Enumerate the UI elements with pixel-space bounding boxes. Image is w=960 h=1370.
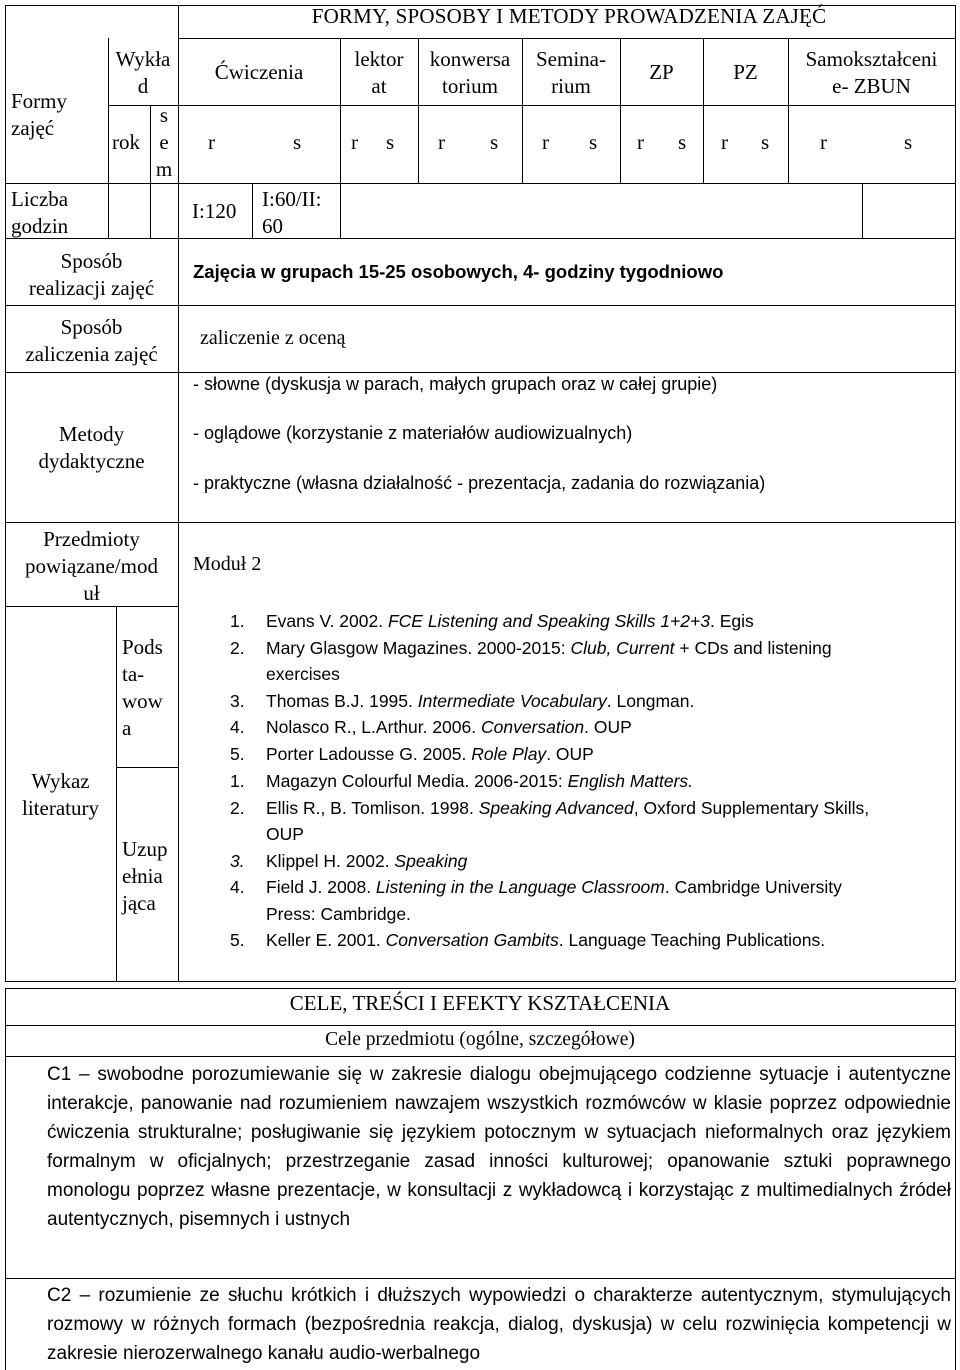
self-study-line2: e- ZBUN <box>832 74 911 98</box>
item-title: Speaking <box>394 850 468 871</box>
item-title: Club, Current <box>570 637 675 658</box>
item-title: FCE Listening and Speaking Skills 1+2+3 <box>387 611 710 631</box>
methods-label-line2: dydaktyczne <box>38 449 145 473</box>
semester-m: m <box>155 157 173 181</box>
supplementary-label-part: Uzup <box>122 837 168 861</box>
literature-item <box>230 741 832 768</box>
item-title: Intermediate Vocabulary <box>417 690 607 711</box>
literature-item <box>230 768 869 795</box>
item-text: Magazyn Colourful Media. 2006-2015: <box>266 771 568 791</box>
forms-bottom-line <box>5 183 955 184</box>
lecture-header <box>108 46 178 100</box>
item-text: Mary Glasgow Magazines. 2000-2015: <box>266 637 571 658</box>
methods-label <box>5 421 178 475</box>
pz-header: PZ <box>733 60 758 84</box>
literature-item <box>230 661 832 688</box>
lectorate-line1: lektor <box>354 47 404 71</box>
lit-sub-col-line <box>116 606 117 981</box>
item-text: . Egis <box>709 611 754 631</box>
related-label-line3: uł <box>83 581 100 605</box>
zp-header: ZP <box>649 60 674 84</box>
method-item: - słowne (dyskusja w parach, małych grupach oraz w całej grupie) <box>193 374 718 394</box>
item-text: Press: Cambridge. <box>266 903 411 924</box>
item-title: Role Play <box>471 743 547 764</box>
item-text: . OUP <box>584 717 632 737</box>
realization-label-line2: realizacji zajęć <box>28 276 155 300</box>
realization-value: Zajęcia w grupach 15-25 osobowych, 4- godziny tygodniowo <box>193 261 724 282</box>
seminar-line2: rium <box>551 74 591 98</box>
assessment-label-line2: zaliczenia zajęć <box>25 342 158 366</box>
hours-label <box>11 186 68 240</box>
item-number: 3. <box>230 690 245 711</box>
rs-label: r <box>542 130 549 154</box>
rs-label: r <box>721 130 728 154</box>
hours-line-3 <box>862 183 863 238</box>
realization-bottom-line <box>5 305 955 306</box>
header-bottom-line <box>178 38 955 39</box>
assessment-label-line1: Sposób <box>60 315 123 339</box>
methods-bottom-line <box>5 522 955 523</box>
assessment-value: zaliczenie z oceną <box>200 327 346 349</box>
item-text: Porter Ladousse G. 2005. <box>266 743 472 764</box>
hours-label-line2: godzin <box>11 214 69 238</box>
basic-literature-list <box>230 608 832 767</box>
self-study-header <box>788 46 955 100</box>
item-text: exercises <box>266 664 340 684</box>
related-label-line2: powiązane/mod <box>25 554 158 578</box>
c1-bottom-line <box>5 1278 955 1279</box>
frame-left-line <box>5 5 6 981</box>
goals-top-line <box>5 988 955 989</box>
rs-label: s <box>293 130 302 154</box>
rs-label: r <box>438 130 445 154</box>
frame-right-line <box>955 5 956 981</box>
forms-label-line2: zajęć <box>11 116 55 140</box>
literature-item <box>230 874 869 901</box>
exercises-hours-s <box>262 186 321 240</box>
item-text: Ellis R., B. Tomlison. 1998. <box>266 797 479 818</box>
basic-label-part: Pods <box>122 635 163 659</box>
hours-line-1 <box>252 183 253 238</box>
seminar-header <box>522 46 620 100</box>
page-title: FORMY, SPOSOBY I METODY PROWADZENIA ZAJĘĆ <box>311 4 827 28</box>
item-title: Listening in the Language Classroom <box>375 877 665 897</box>
literature-item <box>230 927 869 954</box>
basic-literature-label <box>122 634 163 742</box>
item-title: English Matters. <box>567 771 694 791</box>
supplementary-label-part: jąca <box>122 891 156 915</box>
rs-label: r <box>820 130 827 154</box>
conversatorium-line2: torium <box>442 74 498 98</box>
semester-s: s <box>159 103 169 127</box>
item-text: Field J. 2008. <box>266 877 376 897</box>
basic-label-part: wow <box>122 689 163 713</box>
item-text: , Oxford Supplementary Skills, <box>633 797 870 818</box>
supplementary-literature-list <box>230 768 869 954</box>
method-item: - praktyczne (własna działalność - prezentacja, zadania do rozwiązania) <box>193 473 766 493</box>
literature-item <box>230 821 869 848</box>
item-number: 2. <box>230 797 245 818</box>
rs-label: s <box>490 130 499 154</box>
supplementary-literature-label <box>122 836 168 917</box>
item-text: Nolasco R., L.Arthur. 2006. <box>266 717 481 737</box>
goals-title-bottom-line <box>5 1025 955 1026</box>
rs-label: r <box>637 130 644 154</box>
item-text: . OUP <box>546 743 594 764</box>
goal-c1: C1 – swobodne porozumiewanie się w zakresie dialogu obejmującego codzienne sytuacje i autentyczne interakcje, panowanie nad rozumieniem nawzajem wszystkich rozmówców w klasie poprzez odpowiednie ćwiczenia strukturalne; posługiwanie się językiem potocznym w sytuacjach nieformalnych oraz językiem formalnym w oficjalnych; przestrzeganie zasad inności kulturowej; opanowanie sztuki poprawnego monologu poprzez własne prezentacje, w konsultacji z wykładowcą i korzystając z multimedialnych źródeł autentycznych, pisemnych i ustnych <box>47 1064 951 1230</box>
literature-label <box>5 768 116 822</box>
literature-item <box>230 901 869 928</box>
rs-label: s <box>904 130 913 154</box>
literature-label-line1: Wykaz <box>31 769 90 793</box>
literature-item <box>230 848 869 875</box>
supplementary-label-part: ełnia <box>122 864 163 888</box>
related-label-line1: Przedmioty <box>43 527 140 551</box>
goals-subtitle: Cele przedmiotu (ogólne, szczegółowe) <box>325 1029 635 1050</box>
lecture-line2: d <box>137 74 149 98</box>
goals-section-title: CELE, TREŚCI I EFEKTY KSZTAŁCENIA <box>289 991 671 1015</box>
item-number: 1. <box>230 771 245 791</box>
item-number: 4. <box>230 717 245 737</box>
item-number: 1. <box>230 611 245 631</box>
item-title: Speaking Advanced <box>478 797 634 818</box>
exercises-header: Ćwiczenia <box>214 60 304 84</box>
item-text: . Cambridge University <box>664 877 842 897</box>
seminar-line1: Semina- <box>536 47 606 71</box>
item-title: Conversation <box>480 717 585 737</box>
exercises-hours-r: I:120 <box>192 199 237 223</box>
item-text: OUP <box>266 824 304 844</box>
lecture-line1: Wykła <box>115 47 171 71</box>
literature-item <box>230 635 832 662</box>
conversatorium-header <box>418 46 522 100</box>
item-text: Evans V. 2002. <box>266 611 388 631</box>
assessment-bottom-line <box>5 372 955 373</box>
item-number: 4. <box>230 877 245 897</box>
basic-label-part: a <box>122 716 132 740</box>
rs-label: s <box>678 130 687 154</box>
rs-label: s <box>589 130 598 154</box>
item-text: Klippel H. 2002. <box>266 850 395 871</box>
goal-c2: C2 – rozumienie ze słuchu krótkich i dłuższych wypowiedzi o charakterze autentycznym, stymulujących rozmowy w różnych formach (bezpośrednia reakcja, dialog, dyskusja) w celu rozwinięcia kompetencji w zakresie nierozerwalnego kanału audio-werbalnego <box>47 1285 951 1364</box>
hours-line-2 <box>340 183 341 238</box>
literature-item <box>230 795 869 822</box>
hours-bottom-line <box>5 238 955 239</box>
rs-label: r <box>351 130 358 154</box>
realization-label <box>5 248 178 302</box>
lectorate-header <box>340 46 418 100</box>
item-number: 3. <box>230 850 245 871</box>
realization-label-line1: Sposób <box>60 249 123 273</box>
literature-item <box>230 688 832 715</box>
goals-subtitle-bottom-line <box>5 1056 955 1057</box>
literature-label-line2: literatury <box>22 796 99 820</box>
rs-label: s <box>761 130 770 154</box>
rs-label: r <box>208 130 215 154</box>
item-number: 5. <box>230 743 245 764</box>
literature-item <box>230 714 832 741</box>
item-number: 2. <box>230 637 245 658</box>
lit-sub-row-line <box>116 767 178 768</box>
lectorate-line2: at <box>371 74 387 98</box>
related-value: Moduł 2 <box>193 553 262 575</box>
year-label: rok <box>112 130 140 154</box>
self-study-line1: Samokształceni <box>805 47 938 71</box>
semester-e: e <box>159 130 169 154</box>
frame-bottom-line <box>5 981 955 982</box>
hours-label-line1: Liczba <box>11 187 69 211</box>
item-text: Thomas B.J. 1995. <box>266 690 418 711</box>
label-col-line <box>178 5 179 981</box>
forms-label <box>11 88 67 142</box>
rs-label: s <box>386 130 395 154</box>
item-title: Conversation Gambits <box>385 930 559 950</box>
literature-item <box>230 608 832 635</box>
method-item: - oglądowe (korzystanie z materiałów audiowizualnych) <box>193 423 633 443</box>
item-text: . Longman. <box>606 690 695 711</box>
assessment-label <box>5 314 178 368</box>
methods-label-line1: Metody <box>58 422 125 446</box>
item-text: Keller E. 2001. <box>266 930 386 950</box>
item-number: 5. <box>230 930 245 950</box>
semester-label <box>150 102 178 183</box>
item-text: . Language Teaching Publications. <box>558 930 826 950</box>
forms-head-line <box>108 105 955 106</box>
exercises-hours-s-line1: I:60/II: <box>262 187 322 211</box>
item-text: + CDs and listening <box>674 637 832 658</box>
forms-label-line1: Formy <box>11 89 68 113</box>
basic-label-part: ta- <box>122 662 145 686</box>
exercises-hours-s-line2: 60 <box>262 214 283 238</box>
conversatorium-line1: konwersa <box>429 47 511 71</box>
related-label <box>5 526 178 607</box>
